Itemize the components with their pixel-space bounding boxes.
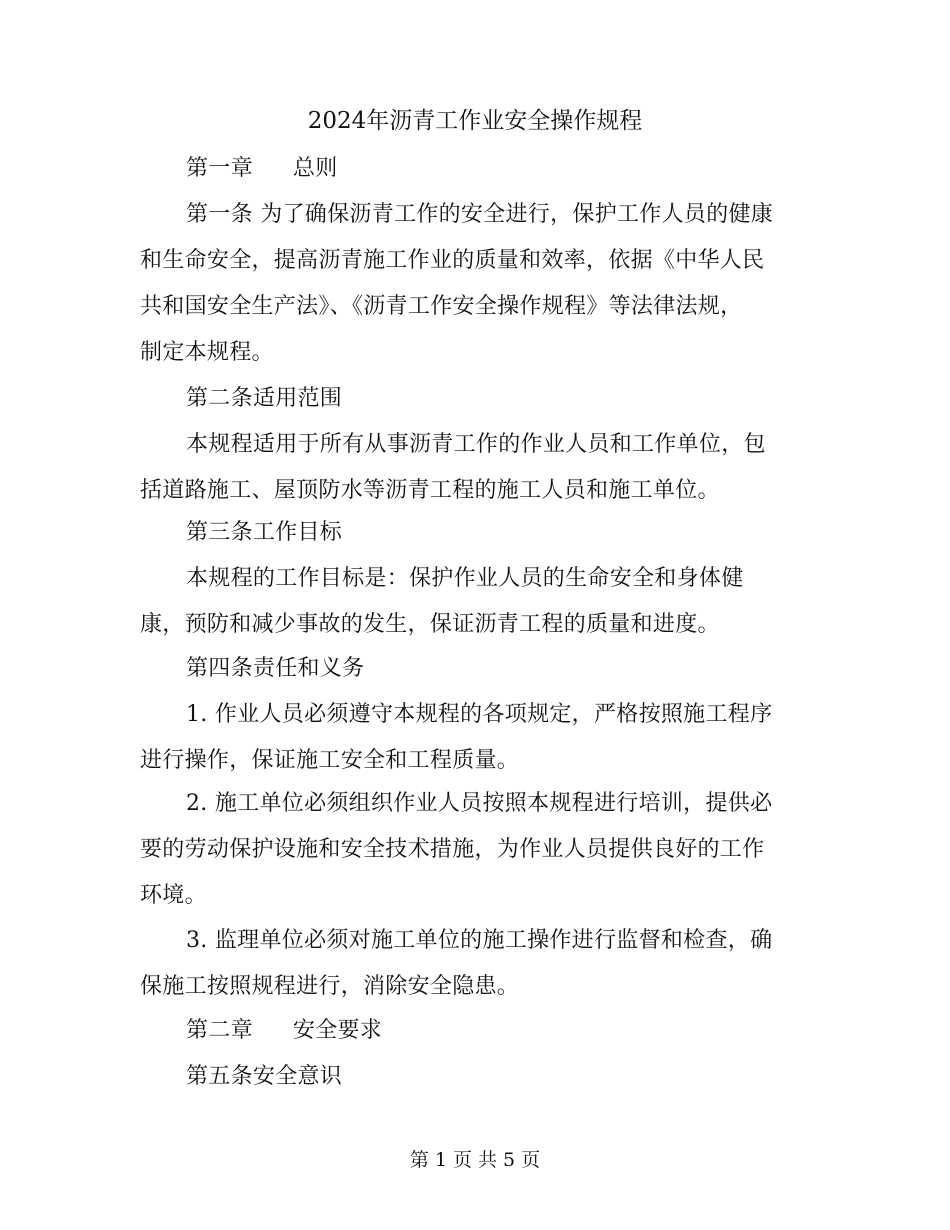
page-number-footer: 第 1 页 共 5 页 — [409, 1149, 541, 1171]
article-3-line-2: 康，预防和减少事故的发生，保证沥青工程的质量和进度。 — [140, 612, 720, 637]
article-1-line-4: 制定本规程。 — [140, 340, 274, 365]
article-2-line-2: 括道路施工、屋顶防水等沥青工程的施工人员和施工单位。 — [140, 478, 720, 503]
article-4-item-3-line-1: 3. 监理单位必须对施工单位的施工操作进行监督和检查，确 — [186, 928, 773, 953]
article-4-item-3-line-2: 保施工按照规程进行，消除安全隐患。 — [140, 974, 520, 999]
chapter-2-label: 第二章 — [186, 1018, 253, 1043]
document-title: 2024年沥青工作业安全操作规程 — [307, 108, 643, 134]
article-4-heading: 第四条责任和义务 — [186, 656, 365, 681]
article-4-item-1-line-2: 进行操作，保证施工安全和工程质量。 — [140, 748, 520, 773]
article-3-heading: 第三条工作目标 — [186, 520, 343, 545]
chapter-1-heading — [186, 153, 338, 185]
article-4-item-2-line-1: 2. 施工单位必须组织作业人员按照本规程进行培训，提供必 — [186, 791, 773, 816]
article-3-line-1: 本规程的工作目标是：保护作业人员的生命安全和身体健 — [186, 566, 744, 591]
chapter-1-name: 总则 — [292, 156, 338, 181]
article-2-line-1: 本规程适用于所有从事沥青工作的作业人员和工作单位，包 — [186, 432, 766, 457]
chapter-2-name: 安全要求 — [292, 1018, 383, 1043]
chapter-1-label: 第一章 — [186, 156, 253, 181]
article-5-heading: 第五条安全意识 — [186, 1064, 343, 1089]
article-4-item-2-line-2: 要的劳动保护设施和安全技术措施，为作业人员提供良好的工作 — [140, 837, 765, 862]
article-4-item-1-line-1: 1. 作业人员必须遵守本规程的各项规定，严格按照施工程序 — [186, 702, 773, 727]
article-4-item-2-line-3: 环境。 — [140, 883, 207, 908]
article-2-heading: 第二条适用范围 — [186, 386, 343, 411]
article-1-line-2: 和生命安全，提高沥青施工作业的质量和效率，依据《中华人民 — [140, 248, 765, 273]
article-1-line-3: 共和国安全生产法》、《沥青工作安全操作规程》等法律法规， — [140, 294, 743, 319]
chapter-2-heading — [186, 1015, 382, 1047]
article-1-line-1: 第一条 为了确保沥青工作的安全进行，保护工作人员的健康 — [186, 202, 774, 227]
